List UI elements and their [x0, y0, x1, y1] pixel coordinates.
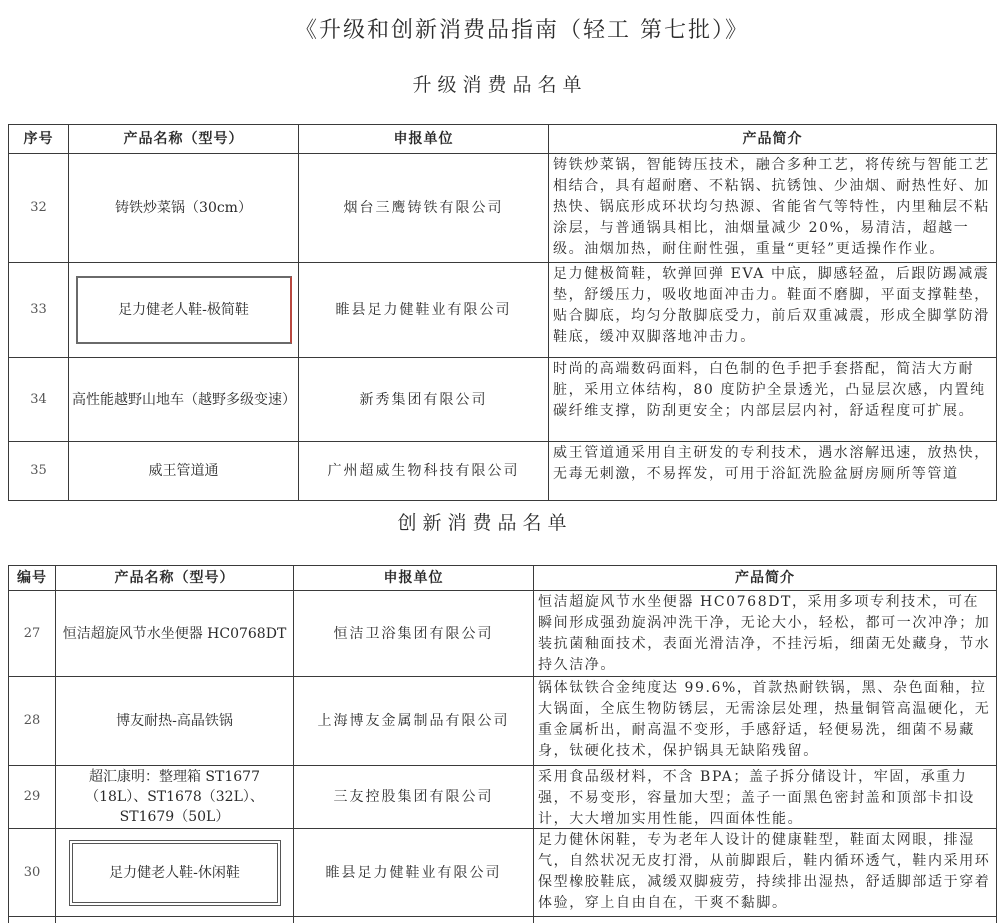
header-product-name: 产品名称（型号）: [56, 566, 294, 591]
product-intro-cell: [534, 917, 997, 923]
applicant-cell: 烟台三鹰铸铁有限公司: [299, 154, 549, 263]
applicant-cell: 广州超威生物科技有限公司: [299, 442, 549, 501]
applicant-cell: 三友控股集团有限公司: [294, 766, 534, 829]
product-intro-cell: 时尚的高端数码面料，白色制的色手把手套搭配，简洁大方耐脏，采用立体结构，80 度防护全景透光，凸显层次感，内置纯碳纤维支撑，防刮更安全；内部层层内衬，舒适程度可扩展。: [549, 358, 997, 442]
product-intro-cell: 铸铁炒菜锅，智能铸压技术，融合多种工艺，将传统与智能工艺相结合，具有超耐磨、不粘锅、抗锈蚀、少油烟、耐热性好、加热快、锅底形成环状均匀热源、省能省气等特性，内里釉层不粘涂层，与普通锅具相比，油烟量减少 20%，易清洁，超越一级。油烟加热，耐住耐性强，重量“更轻”更适操作作业。: [549, 154, 997, 263]
row-number-cell: 32: [9, 154, 69, 263]
applicant-cell: [294, 917, 534, 923]
header-product-intro: 产品简介: [534, 566, 997, 591]
product-intro-cell: 威王管道通采用自主研发的专利技术，遇水溶解迅速，放热快，无毒无刺激，不易挥发，可用于浴缸洗脸盆厨房厕所等管道: [549, 442, 997, 501]
row-number-cell: 35: [9, 442, 69, 501]
header-number: 序号: [9, 125, 69, 154]
product-name-cell: 威王管道通: [69, 442, 299, 501]
header-number: 编号: [9, 566, 56, 591]
product-intro-cell: 采用食品级材料，不含 BPA；盖子拆分储设计，牢固，承重力强，不易变形，容量加大型；盖子一面黑色密封盖和顶部卡扣设计，大大增加实用性能，四面体性能。: [534, 766, 997, 829]
product-name-cell: [56, 829, 294, 917]
applicant-cell: 新秀集团有限公司: [299, 358, 549, 442]
product-name-cell: 超汇康明：整理箱 ST1677（18L）、ST1678（32L）、ST1679（50L）: [56, 766, 294, 829]
row-number-cell: 29: [9, 766, 56, 829]
product-intro-cell: 锅体钛铁合金纯度达 99.6%，首款热耐铁锅，黑、杂色面釉，拉大锅面，全底生物防锈层，无需涂层处理，热量铜管高温硬化，无重金属析出，耐高温不变形，手感舒适，轻便易洗，细菌不易藏身，钛硬化技术，保护锅具无缺陷残留。: [534, 677, 997, 766]
applicant-cell: 上海博友金属制品有限公司: [294, 677, 534, 766]
row-number-cell: 27: [9, 591, 56, 677]
header-applicant: 申报单位: [294, 566, 534, 591]
product-name-cell: [56, 917, 294, 923]
product-name-cell: 铸铁炒菜锅（30cm）: [69, 154, 299, 263]
product-intro-cell: 足力健极简鞋，软弹回弹 EVA 中底，脚感轻盈，后跟防踢减震垫，舒缓压力，吸收地面冲击力。鞋面不磨脚，平面支撑鞋垫，贴合脚底，均匀分散脚底受力，前后双重减震，形成全脚掌防滑鞋底，缓冲双脚落地冲击力。: [549, 263, 997, 358]
upgrade-list-heading: 升级消费品名单: [412, 74, 588, 96]
highlight-box: 足力健老人鞋-休闲鞋: [69, 840, 281, 906]
header-product-name: 产品名称（型号）: [69, 125, 299, 154]
header-product-intro: 产品简介: [549, 125, 997, 154]
product-name-cell: [69, 263, 299, 358]
applicant-cell: 恒洁卫浴集团有限公司: [294, 591, 534, 677]
product-name-cell: 恒洁超旋风节水坐便器 HC0768DT: [56, 591, 294, 677]
document-title: 《升级和创新消费品指南（轻工 第七批）》: [295, 18, 749, 43]
header-applicant: 申报单位: [299, 125, 549, 154]
row-number-cell: 30: [9, 829, 56, 917]
applicant-cell: 睢县足力健鞋业有限公司: [294, 829, 534, 917]
applicant-cell: 睢县足力健鞋业有限公司: [299, 263, 549, 358]
row-number-cell: 34: [9, 358, 69, 442]
upgrade-products-table: [8, 124, 997, 501]
innovation-products-table: [8, 565, 997, 923]
innovation-list-heading: 创新消费品名单: [397, 512, 573, 534]
row-number-cell: 33: [9, 263, 69, 358]
product-name-cell: 博友耐热-高晶铁锅: [56, 677, 294, 766]
row-number-cell: [9, 917, 56, 923]
product-name-cell: 高性能越野山地车（越野多级变速）: [69, 358, 299, 442]
highlight-box: 足力健老人鞋-极简鞋: [76, 276, 292, 344]
row-number-cell: 28: [9, 677, 56, 766]
product-intro-cell: 恒洁超旋风节水坐便器 HC0768DT，采用多项专利技术，可在瞬间形成强劲旋涡冲洗干净，无论大小，轻松，都可一次冲净；加装抗菌釉面技术，表面光滑洁净，不挂污垢，细菌无处藏身，节水持久洁净。: [534, 591, 997, 677]
product-intro-cell: 足力健休闲鞋，专为老年人设计的健康鞋型，鞋面太网眼，排湿气，自然状况无皮打滑，从前脚跟后，鞋内循环透气，鞋内采用环保型橡胶鞋底，减缓双脚疲劳，持续排出湿热，舒适脚部适于穿着体验，穿上自由自在，干爽不黏脚。: [534, 829, 997, 917]
